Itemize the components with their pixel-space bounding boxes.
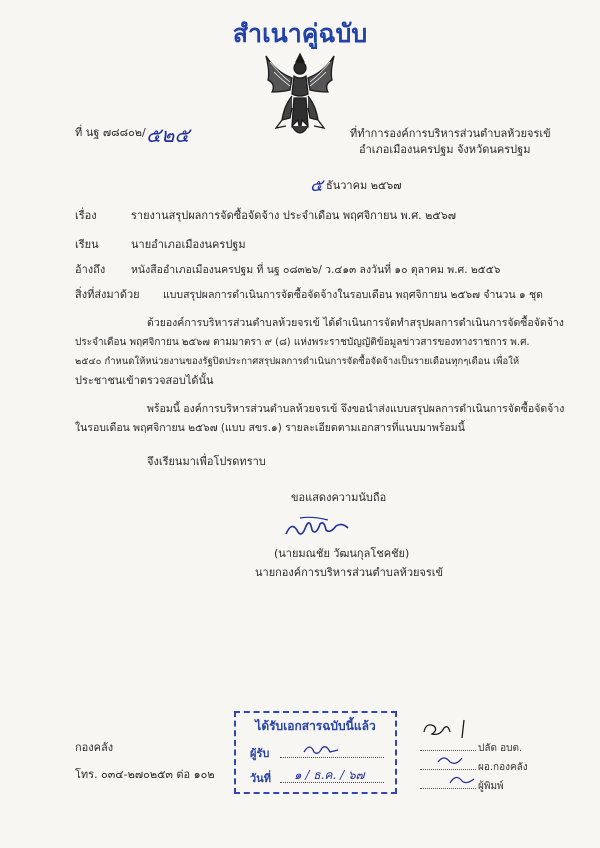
office-address-line2: อำเภอเมืองนครปฐม จังหวัดนครปฐม <box>359 143 531 156</box>
signoff-row2-label: ผอ.กองคลัง <box>478 762 528 773</box>
subject-label: เรื่อง <box>75 209 97 222</box>
signoff-row2-line <box>420 769 476 770</box>
footer-department: กองคลัง <box>75 741 114 754</box>
signer-name: (นายมณชัย วัฒนกุลโชคชัย) <box>274 547 410 560</box>
signer-position: นายกองค์การบริหารส่วนตำบลห้วยจรเข้ <box>255 566 444 579</box>
footer-phone: โทร. ๐๓๔-๒๗๐๒๕๓ ต่อ ๑๐๒ <box>75 768 215 781</box>
body-paragraph-2-line-2: ในรอบเดือน พฤศจิกายน ๒๕๖๗ (แบบ สขร.๑) รายละเอียดตามเอกสารที่แนบมาพร้อมนี้ <box>75 422 465 434</box>
body-paragraph-1-line-1: ด้วยองค์การบริหารส่วนตำบลห้วยจรเข้ ได้ดำเนินการจัดทำสรุปผลการดำเนินการจัดซื้อจัดจ้าง <box>147 317 564 329</box>
receipt-receiver-label: ผู้รับ <box>250 747 270 760</box>
signoff-row3-line <box>420 788 476 789</box>
document-number-label: ที่ นฐ ๗๘๘๐๒/ <box>75 126 146 139</box>
document-date: ธันวาคม ๒๕๖๗ <box>326 179 402 192</box>
enclosure-value: แบบสรุปผลการดำเนินการจัดซื้อจัดจ้างในรอบเดือน พฤศจิกายน ๒๕๖๗ จำนวน ๑ ชุด <box>163 289 543 301</box>
closing-request: จึงเรียนมาเพื่อโปรดทราบ <box>147 455 266 468</box>
document-number-handwritten: ๕๒๕ <box>146 123 190 147</box>
reference-label: อ้างถึง <box>75 263 106 276</box>
enclosure-label: สิ่งที่ส่งมาด้วย <box>75 288 140 301</box>
body-paragraph-1-line-3: ๒๕๔๐ กำหนดให้หน่วยงานของรัฐปิดประกาศสรุปผลการดำเนินการจัดซื้อจัดจ้างเป็นรายเดือนทุกๆเดือน เพื่อให้ <box>75 356 520 367</box>
signoff-row1-label: ปลัด อบต. <box>478 743 523 754</box>
receipt-date-label: วันที่ <box>250 772 271 785</box>
handwritten-signature <box>282 514 352 542</box>
garuda-emblem <box>262 50 338 140</box>
body-paragraph-1-line-4: ประชาชนเข้าตรวจสอบได้นั้น <box>75 374 214 387</box>
subject-value: รายงานสรุปผลการจัดซื้อจัดจ้าง ประจำเดือน พฤศจิกายน พ.ศ. ๒๕๖๗ <box>131 209 457 222</box>
receipt-date-value: ๑ / ธ.ค. / ๖๗ <box>294 768 365 782</box>
recipient-label: เรียน <box>75 238 99 251</box>
office-address-line1: ที่ทำการองค์การบริหารส่วนตำบลห้วยจรเข้ <box>350 127 551 140</box>
body-paragraph-2-line-1: พร้อมนี้ องค์การบริหารส่วนตำบลห้วยจรเข้ จึงขอนำส่งแบบสรุปผลการดำเนินการจัดซื้อจัดจ้าง <box>147 403 565 415</box>
receipt-stamp <box>234 711 397 794</box>
receiver-signature <box>302 740 342 762</box>
receipt-stamp-title: ได้รับเอกสารฉบับนี้แล้ว <box>255 719 376 733</box>
copy-stamp-title: สำเนาคู่ฉบับ <box>232 20 368 48</box>
closing-salutation: ขอแสดงความนับถือ <box>291 491 387 504</box>
date-day-handwritten: ๕ <box>310 176 323 196</box>
signoff-row3-label: ผู้พิมพ์ <box>478 781 504 792</box>
reference-value: หนังสืออำเภอเมืองนครปฐม ที่ นฐ ๐๘๓๒๖/ ว.๔๑๓ ลงวันที่ ๑๐ ตุลาคม พ.ศ. ๒๕๕๖ <box>131 264 501 276</box>
signoff-row1-line <box>420 750 476 751</box>
recipient-value: นายอำเภอเมืองนครปฐม <box>131 238 246 251</box>
body-paragraph-1-line-2: ประจำเดือน พฤศจิกายน ๒๕๖๗ ตามมาตรา ๙ (๘) แห่งพระราชบัญญัติข้อมูลข่าวสารของทางราชการ พ.ศ. <box>75 337 530 348</box>
